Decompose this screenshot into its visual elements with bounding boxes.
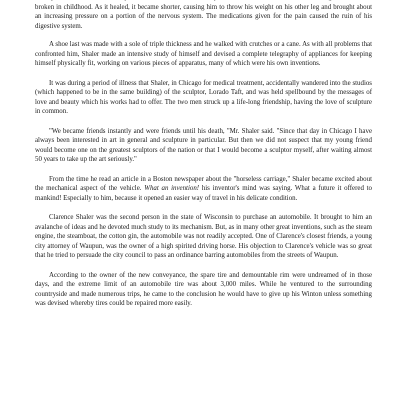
paragraph-5-text-before: From the time he read an article in a Boston newspaper about the "horseless carriage," Shaler became excited about the mechanical aspect of the vehicle. (35, 175, 372, 192)
paragraph-3: It was during a period of illness that Shaler, in Chicago for medical treatment, accidentally wandered into the studios (which happened to be in the same building) of the sculptor, Lorado Taft, and was held spellbound by the messages of love and beauty which his works had to offer. The two men struck up a life-long friendship, having the love of sculpture in common. (35, 79, 372, 115)
paragraph-4: "We became friends instantly and were friends until his death, "Mr. Shaler said. "Since that day in Chicago I have always been interested in art in general and sculpture in particular. But then we did not suspect that my young friend would become one on the greatest sculptors of the nation or that I would become a sculptor myself, after waiting almost 50 years to take up the art seriously." (35, 127, 372, 163)
paragraph-6: Clarence Shaler was the second person in the state of Wisconsin to purchase an automobile. It brought to him an avalanche of ideas and he devoted much study to its mechanism. But, as in many other great inventions, such as the steam engine, the steamboat, the cotton gin, the automobile was not readily accepted. One of Clarence's closest friends, a young city attorney of Waupun, was the owner of a high spirited driving horse. His objection to Clarence's vehicle was so great that he tried to persuade the city council to pass an ordinance barring automobiles from the streets of Waupun. (35, 214, 372, 259)
paragraph-5-text-after: his inventor's mind was saying. What a future it offered to mankind! Especially to him, because it opened an easier way of travel in his delicate condition. (35, 185, 372, 202)
paragraph-7: According to the owner of the new conveyance, the spare tire and demountable rim were undreamed of in those days, and the extreme limit of an automobile tire was about 3,000 miles. While he ventured to the surrounding countryside and made numerous trips, he came to the conclusion he would have to give up his Winton unless something was devised whereby tires could be repaired more easily. (35, 271, 372, 307)
paragraph-5 (35, 175, 372, 204)
paragraph-1: broken in childhood. As it healed, it became shorter, causing him to throw his weight on his other leg and brought about an increasing pressure on a portion of the nervous system. The medications given for the pain caused the ruin of his digestive system. (35, 3, 372, 30)
paragraph-2: A shoe last was made with a sole of triple thickness and he walked with crutches or a cane. As with all problems that confronted him, Shaler made an intensive study of himself and devised a complete telegraphy of appliances for keeping himself physically fit, working on various pieces of apparatus, many of which were his own inventions. (35, 41, 372, 67)
document-body (35, 0, 372, 318)
paragraph-5-italic-text: What an invention! (144, 185, 200, 192)
